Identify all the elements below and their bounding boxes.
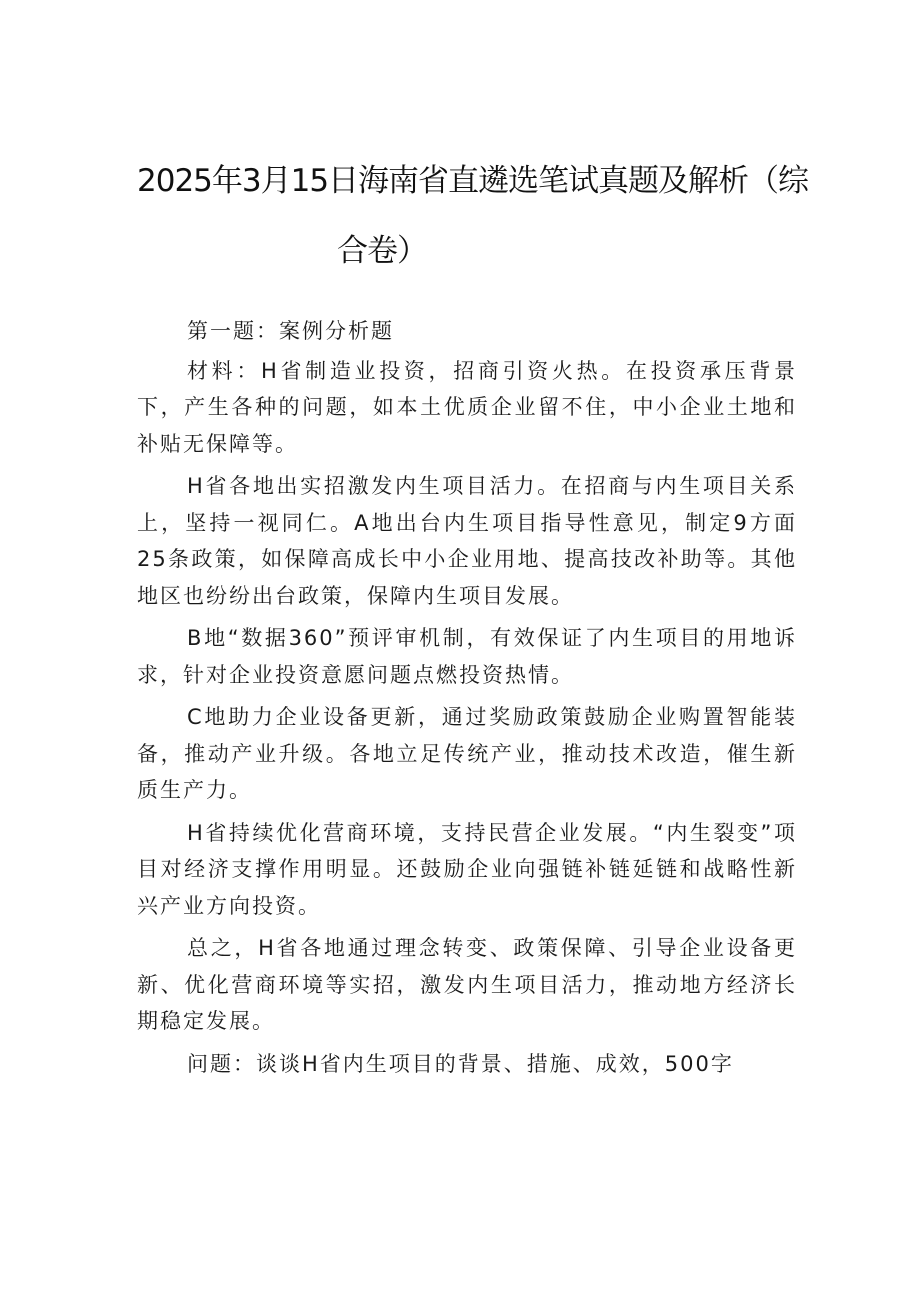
question-text: 问题：谈谈H省内生项目的背景、措施、成效，500字 bbox=[187, 1051, 734, 1076]
paragraph-h-province-measures: H省各地出实招激发内生项目活力。在招商与内生项目关系上，坚持一视同仁。A地出台内生项目指导性意见，制定9方面25条政策，如保障高成长中小企业用地、提高技改补助等。其他地区也纷纷出台政策，保障内生项目发展。 bbox=[137, 474, 797, 608]
paragraph-summary: 总之，H省各地通过理念转变、政策保障、引导企业设备更新、优化营商环境等实招，激发内生项目活力，推动地方经济长期稳定发展。 bbox=[137, 936, 797, 1033]
document-title-line-2: 合卷） bbox=[337, 233, 427, 269]
document-title-line-1: 2025年3月15日海南省直遴选笔试真题及解析（综 bbox=[137, 163, 809, 199]
document-body bbox=[137, 313, 797, 1088]
section-heading: 第一题：案例分析题 bbox=[187, 319, 394, 343]
paragraph-material: 材料：H省制造业投资，招商引资火热。在投资承压背景下，产生各种的问题，如本土优质企业留不住，中小企业土地和补贴无保障等。 bbox=[137, 358, 797, 456]
paragraph-b-region: B地“数据360”预评审机制，有效保证了内生项目的用地诉求，针对企业投资意愿问题点燃投资热情。 bbox=[137, 626, 797, 687]
paragraph-c-region: C地助力企业设备更新，通过奖励政策鼓励企业购置智能装备，推动产业升级。各地立足传统产业，推动技术改造，催生新质生产力。 bbox=[137, 705, 797, 802]
paragraph-business-environment: H省持续优化营商环境，支持民营企业发展。“内生裂变”项目对经济支撑作用明显。还鼓励企业向强链补链延链和战略性新兴产业方向投资。 bbox=[137, 820, 797, 918]
